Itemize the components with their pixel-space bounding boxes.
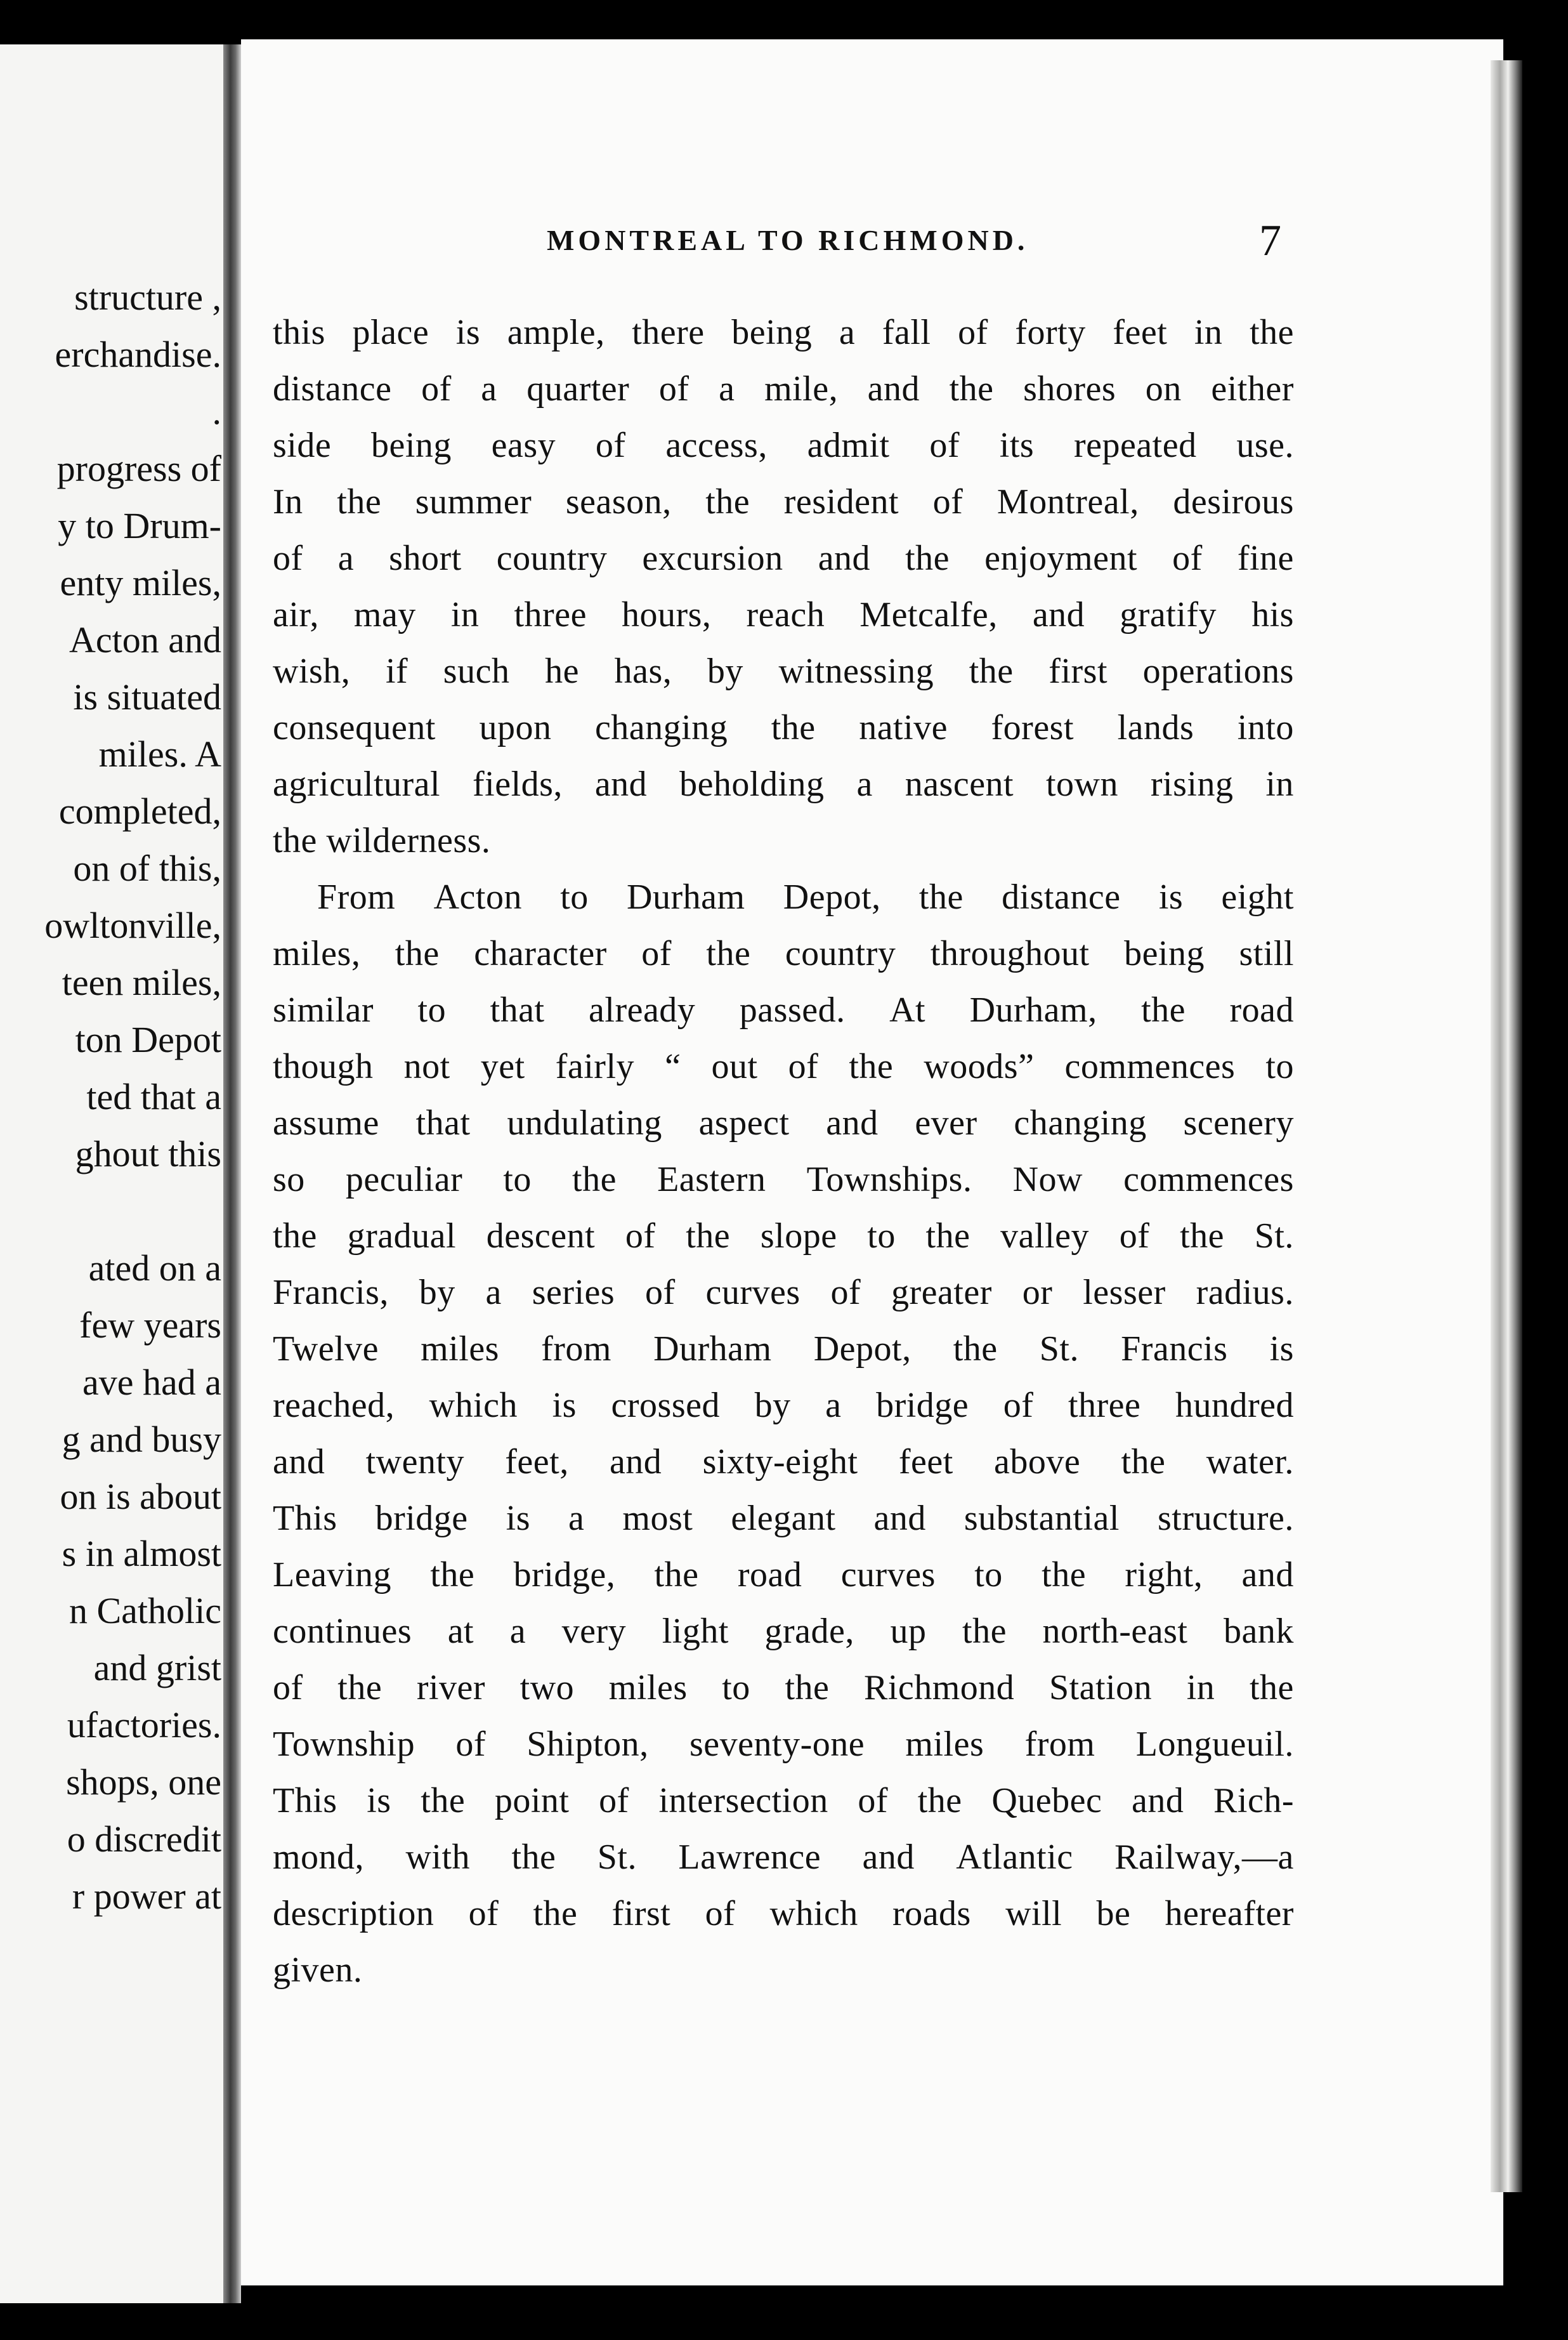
book-gutter <box>223 44 241 2303</box>
left-page-line: ated on a <box>88 1247 221 1289</box>
left-page-line: ghout this <box>75 1133 221 1174</box>
text-line: agricultural fields, and beholding a nascent town rising in <box>273 765 1294 804</box>
text-line: Twelve miles from Durham Depot, the St. Francis is <box>273 1329 1294 1369</box>
left-page-line: enty miles, <box>60 562 221 603</box>
text-line: air, may in three hours, reach Metcalfe, and gratify his <box>273 595 1294 634</box>
text-line: similar to that already passed. At Durham, the road <box>273 990 1294 1030</box>
text-line: miles, the character of the country throughout being still <box>273 934 1294 973</box>
left-page-line: teen miles, <box>62 962 221 1003</box>
left-page-line: and grist <box>93 1647 221 1688</box>
text-line: reached, which is crossed by a bridge of three hundred <box>273 1386 1294 1425</box>
text-line: continues at a very light grade, up the north-east bank <box>273 1612 1294 1651</box>
left-page-line: s in almost <box>62 1533 221 1574</box>
text-line: From Acton to Durham Depot, the distance is eight <box>317 878 1294 917</box>
left-page-line: g and busy <box>62 1419 221 1460</box>
left-page-line: y to Drum- <box>58 505 221 546</box>
left-page-line: ufactories. <box>67 1704 221 1745</box>
text-line: of the river two miles to the Richmond Station in the <box>273 1668 1294 1707</box>
text-line: though not yet fairly “ out of the woods” commences to <box>273 1047 1294 1086</box>
left-page-line: o discredit <box>67 1818 221 1860</box>
left-page <box>0 44 232 2303</box>
body-text <box>273 305 1294 1999</box>
text-line: this place is ample, there being a fall of forty feet in the <box>273 313 1294 352</box>
page-edge <box>1491 60 1522 2192</box>
left-page-line: . <box>212 391 221 432</box>
left-page-line: n Catholic <box>69 1590 221 1631</box>
left-page-line: owltonville, <box>44 905 221 946</box>
left-page-line: progress of <box>56 448 221 489</box>
left-page-line: on is about <box>60 1476 221 1517</box>
left-page-line: miles. A <box>98 733 221 775</box>
page-number: 7 <box>1259 216 1281 265</box>
text-line: of a short country excursion and the enjoyment of fine <box>273 539 1294 578</box>
text-line: wish, if such he has, by witnessing the first operations <box>273 652 1294 691</box>
text-line: side being easy of access, admit of its repeated use. <box>273 426 1294 465</box>
running-head: MONTREAL TO RICHMOND. <box>547 224 1029 256</box>
text-line: the wilderness. <box>273 821 491 860</box>
text-line: and twenty feet, and sixty-eight feet above the water. <box>273 1442 1294 1482</box>
text-line: description of the first of which roads will be hereafter <box>273 1894 1294 1933</box>
left-page-line: ted that a <box>86 1076 221 1117</box>
text-line: Francis, by a series of curves of greater or lesser radius. <box>273 1273 1294 1312</box>
left-page-line: ton Depot <box>75 1019 221 1060</box>
left-page-line: is situated <box>73 676 221 718</box>
left-page-line: ave had a <box>82 1362 221 1403</box>
left-page-line: on of this, <box>73 848 221 889</box>
left-page-line: Acton and <box>69 619 221 661</box>
left-page-line: structure , <box>74 277 221 318</box>
text-line: the gradual descent of the slope to the valley of the St. <box>273 1216 1294 1256</box>
text-line: consequent upon changing the native forest lands into <box>273 708 1294 747</box>
left-page-line: r power at <box>72 1876 221 1917</box>
left-page-line: erchandise. <box>55 334 221 375</box>
text-line: Township of Shipton, seventy-one miles from Longueuil. <box>273 1725 1294 1764</box>
text-line: given. <box>273 1950 363 1990</box>
text-line: distance of a quarter of a mile, and the shores on either <box>273 369 1294 409</box>
left-page-line: shops, one <box>66 1761 221 1803</box>
text-line: Leaving the bridge, the road curves to the right, and <box>273 1555 1294 1594</box>
text-line: mond, with the St. Lawrence and Atlantic Railway,—a <box>273 1837 1294 1877</box>
left-page-line: few years <box>79 1305 221 1346</box>
text-line: assume that undulating aspect and ever changing scenery <box>273 1103 1294 1143</box>
text-line: so peculiar to the Eastern Townships. Now commences <box>273 1160 1294 1199</box>
text-line: This bridge is a most elegant and substantial structure. <box>273 1499 1294 1538</box>
text-line: In the summer season, the resident of Montreal, desirous <box>273 482 1294 522</box>
left-page-line: completed, <box>58 791 221 832</box>
text-line: This is the point of intersection of the Quebec and Rich- <box>273 1781 1294 1820</box>
